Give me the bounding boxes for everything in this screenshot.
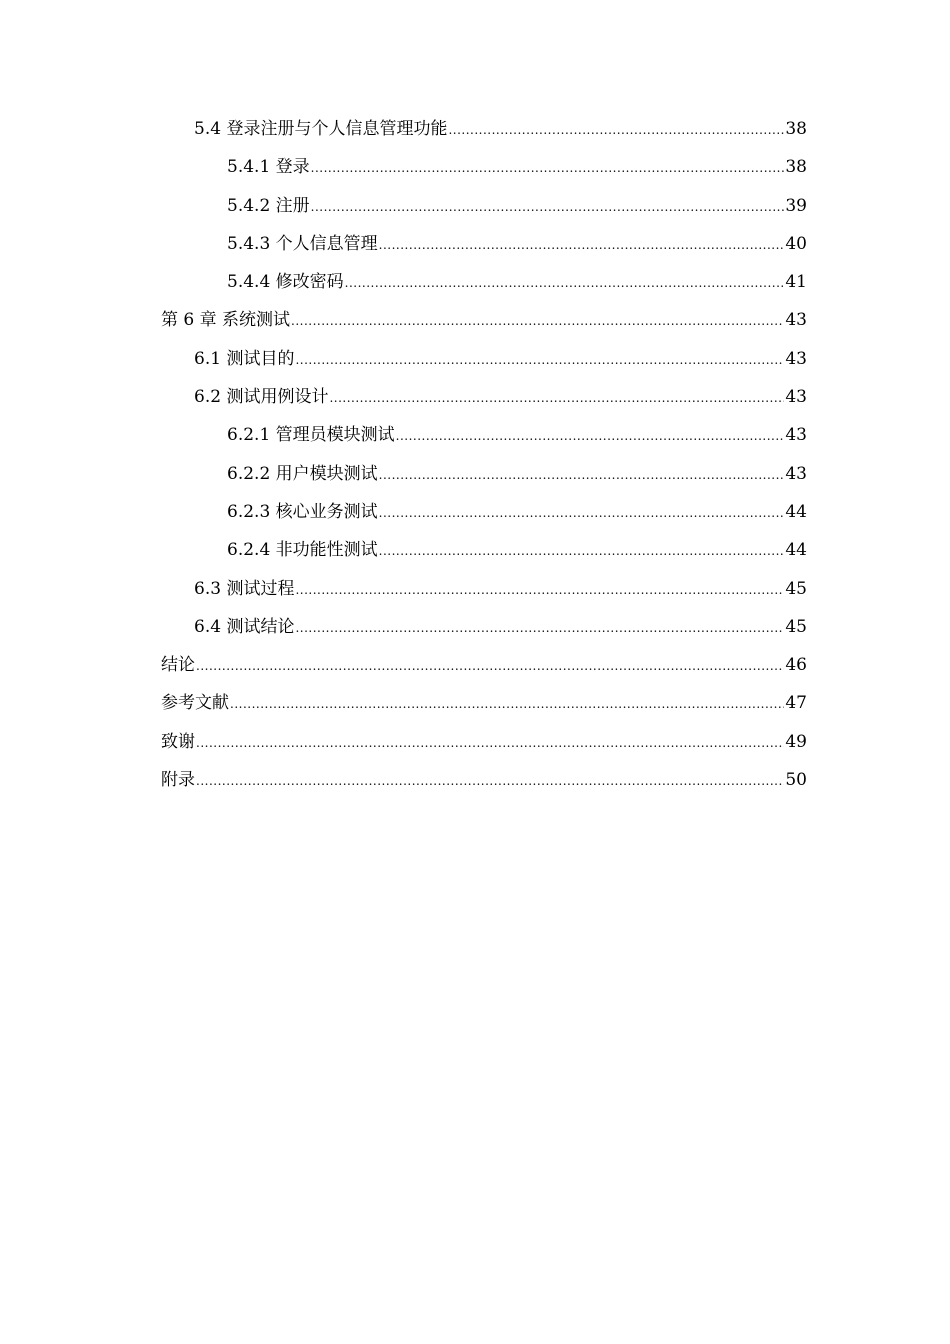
toc-dot-leader bbox=[291, 302, 784, 340]
toc-entry[interactable] bbox=[161, 110, 807, 148]
toc-dot-leader bbox=[295, 571, 784, 609]
toc-dot-leader bbox=[379, 494, 785, 532]
toc-page-number: 40 bbox=[785, 233, 807, 254]
toc-entry[interactable] bbox=[161, 340, 807, 378]
toc-entry-title: 5.4.1 登录 bbox=[227, 157, 310, 178]
toc-entry[interactable] bbox=[161, 378, 807, 416]
toc-dot-leader bbox=[379, 226, 785, 264]
toc-dot-leader bbox=[448, 111, 784, 149]
toc-dot-leader bbox=[311, 188, 785, 226]
toc-dot-leader bbox=[196, 724, 784, 762]
toc-page-number: 43 bbox=[785, 463, 807, 484]
toc-entry[interactable] bbox=[161, 493, 807, 531]
toc-entry[interactable] bbox=[161, 187, 807, 225]
toc-page-number: 45 bbox=[785, 616, 807, 637]
toc-page-number: 38 bbox=[785, 157, 807, 178]
toc-entry[interactable] bbox=[161, 148, 807, 186]
toc-entry-title: 5.4.2 注册 bbox=[227, 195, 310, 216]
toc-entry[interactable] bbox=[161, 531, 807, 569]
table-of-contents bbox=[161, 110, 807, 799]
toc-entry[interactable] bbox=[161, 723, 807, 761]
toc-entry-title: 6.3 测试过程 bbox=[194, 578, 295, 599]
toc-entry-title: 6.2 测试用例设计 bbox=[194, 387, 329, 408]
toc-page-number: 45 bbox=[785, 578, 807, 599]
toc-dot-leader bbox=[329, 379, 784, 417]
toc-dot-leader bbox=[295, 341, 784, 379]
toc-dot-leader bbox=[379, 456, 785, 494]
toc-entry[interactable] bbox=[161, 225, 807, 263]
toc-entry[interactable] bbox=[161, 646, 807, 684]
toc-page-number: 41 bbox=[785, 272, 807, 293]
toc-page-number: 44 bbox=[785, 540, 807, 561]
toc-entry-title: 5.4.4 修改密码 bbox=[227, 272, 344, 293]
toc-entry-title: 参考文献 bbox=[161, 693, 229, 714]
toc-page-number: 39 bbox=[785, 195, 807, 216]
toc-page-number: 38 bbox=[785, 119, 807, 139]
toc-page-number: 50 bbox=[785, 770, 807, 791]
toc-page-number: 49 bbox=[785, 731, 807, 752]
toc-entry[interactable] bbox=[161, 570, 807, 608]
toc-entry[interactable] bbox=[161, 416, 807, 454]
toc-page-number: 43 bbox=[785, 425, 807, 446]
toc-entry-title: 5.4.3 个人信息管理 bbox=[227, 233, 378, 254]
toc-entry-title: 6.4 测试结论 bbox=[194, 616, 295, 637]
toc-page-number: 43 bbox=[785, 348, 807, 369]
toc-entry[interactable] bbox=[161, 301, 807, 339]
toc-dot-leader bbox=[295, 609, 784, 647]
toc-dot-leader bbox=[345, 264, 785, 302]
toc-entry-title: 结论 bbox=[161, 655, 195, 676]
toc-page-number: 46 bbox=[785, 655, 807, 676]
toc-entry-title: 6.2.2 用户模块测试 bbox=[227, 463, 378, 484]
toc-entry[interactable] bbox=[161, 761, 807, 799]
toc-entry-title: 6.1 测试目的 bbox=[194, 348, 295, 369]
toc-entry[interactable] bbox=[161, 684, 807, 722]
toc-page-number: 47 bbox=[785, 693, 807, 714]
toc-entry-title: 附录 bbox=[161, 770, 195, 791]
toc-entry[interactable] bbox=[161, 608, 807, 646]
toc-page-number: 43 bbox=[785, 387, 807, 408]
toc-entry[interactable] bbox=[161, 455, 807, 493]
toc-entry[interactable] bbox=[161, 263, 807, 301]
toc-entry-title: 6.2.1 管理员模块测试 bbox=[227, 425, 395, 446]
toc-dot-leader bbox=[196, 762, 784, 800]
toc-entry-title: 致谢 bbox=[161, 731, 195, 752]
toc-page-number: 43 bbox=[785, 310, 807, 331]
toc-entry-title: 6.2.4 非功能性测试 bbox=[227, 540, 378, 561]
toc-entry-title: 第 6 章 系统测试 bbox=[161, 310, 291, 331]
toc-dot-leader bbox=[196, 647, 784, 685]
toc-page-number: 44 bbox=[785, 501, 807, 522]
toc-dot-leader bbox=[379, 532, 785, 570]
toc-entry-title: 5.4 登录注册与个人信息管理功能 bbox=[194, 119, 448, 139]
toc-dot-leader bbox=[396, 417, 785, 455]
toc-entry-title: 6.2.3 核心业务测试 bbox=[227, 501, 378, 522]
toc-dot-leader bbox=[311, 149, 785, 187]
toc-dot-leader bbox=[230, 685, 784, 723]
